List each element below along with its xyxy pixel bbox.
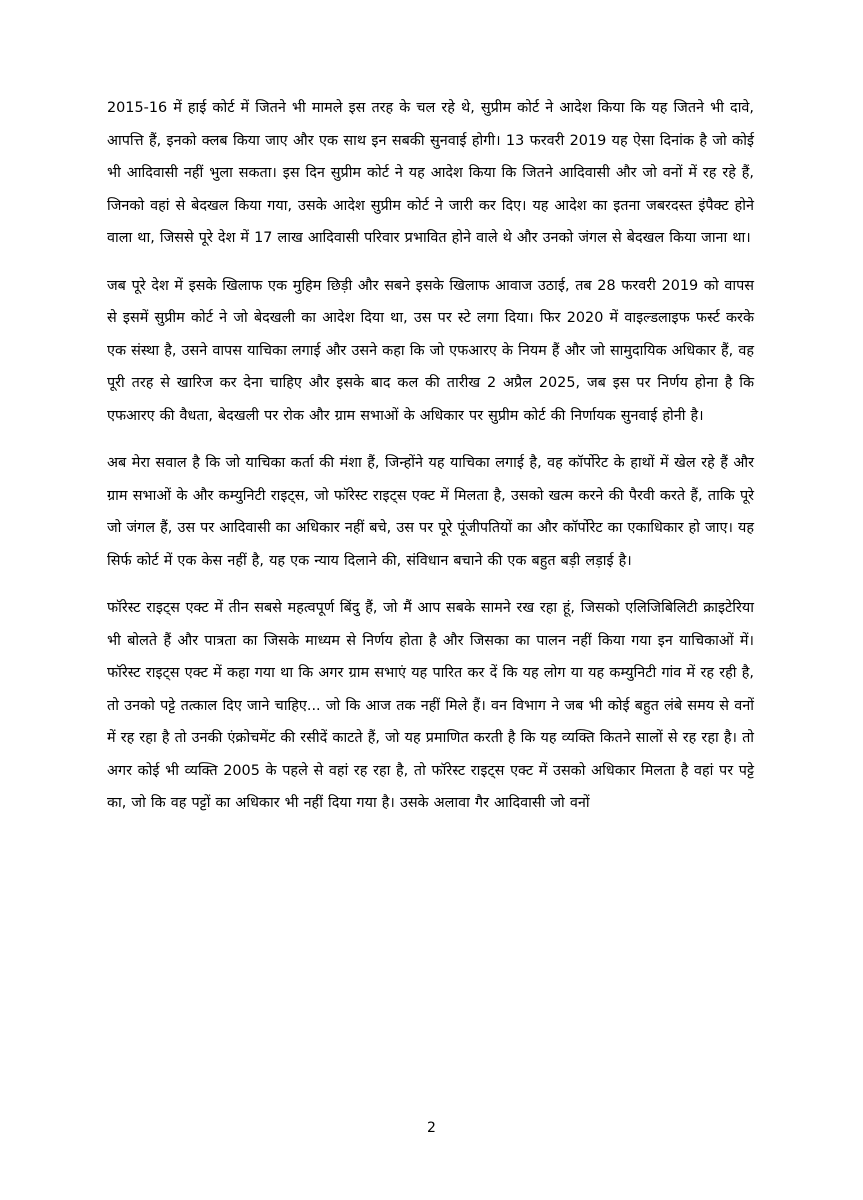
page-number: 2 [427,1120,436,1136]
paragraph-2: जब पूरे देश में इसके खिलाफ एक मुहिम छिड़ी और सबने इसके खिलाफ आवाज उठाई, तब 28 फरवरी 2019 को वापस से इसमें सुप्रीम कोर्ट ने जो बेदखली का आदेश दिया था, उस पर स्टे लगा दिया। फिर 2020 में वाइल्डलाइफ फर्स्ट करके एक संस्था है, उसने वापस याचिका लगाई और उसने कहा कि जो एफआरए के नियम हैं और जो सामुदायिक अधिकार हैं, वह पूरी तरह से खारिज कर देना चाहिए और इसके बाद कल की तारीख 2 अप्रैल 2025, जब इस पर निर्णय होना है कि एफआरए की वैधता, बेदखली पर रोक और ग्राम सभाओं के अधिकार पर सुप्रीम कोर्ट की निर्णायक सुनवाई होनी है। [107,277,754,424]
paragraph-3: अब मेरा सवाल है कि जो याचिका कर्ता की मंशा हैं, जिन्होंने यह याचिका लगाई है, वह कॉर्पोरेट के हाथों में खेल रहे हैं और ग्राम सभाओं के और कम्युनिटी राइट्स, जो फॉरेस्ट राइट्स एक्ट में मिलता है, उसको खत्म करने की पैरवी करते हैं, ताकि पूरे जो जंगल हैं, उस पर आदिवासी का अधिकार नहीं बचे, उस पर पूरे पूंजीपतियों का और कॉर्पोरेट का एकाधिकार हो जाए। यह सिर्फ कोर्ट में एक केस नहीं है, यह एक न्याय दिलाने की, संविधान बचाने की एक बहुत बड़ी लड़ाई है। [107,455,754,569]
paragraph-1: 2015-16 में हाई कोर्ट में जितने भी मामले इस तरह के चल रहे थे, सुप्रीम कोर्ट ने आदेश किया कि यह जितने भी दावे, आपत्ति हैं, इनको क्लब किया जाए और एक साथ इन सबकी सुनवाई होगी। 13 फरवरी 2019 यह ऐसा दिनांक है जो कोई भी आदिवासी नहीं भुला सकता। इस दिन सुप्रीम कोर्ट ने यह आदेश किया कि जितने आदिवासी और जो वनों में रह रहे हैं, जिनको वहां से बेदखल किया गया, उसके आदेश सुप्रीम कोर्ट ने जारी कर दिए। यह आदेश का इतना जबरदस्त इंपैक्ट होने वाला था, जिससे पूरे देश में 17 लाख आदिवासी परिवार प्रभावित होने वाले थे और उनको जंगल से बेदखल किया जाना था। [107,100,754,246]
paragraph-4: फॉरेस्ट राइट्स एक्ट में तीन सबसे महत्वपूर्ण बिंदु हैं, जो मैं आप सबके सामने रख रहा हूं, जिसको एलिजिबिलिटी क्राइटेरिया भी बोलते हैं और पात्रता का जिसके माध्यम से निर्णय होता है और जिसका का पालन नहीं किया गया इन याचिकाओं में। फॉरेस्ट राइट्स एक्ट में कहा गया था कि अगर ग्राम सभाएं यह पारित कर दें कि यह लोग या यह कम्युनिटी गांव में रह रही है, तो उनको पट्टे तत्काल दिए जाने चाहिए... जो कि आज तक नहीं मिले हैं। वन विभाग ने जब भी कोई बहुत लंबे समय से वनों में रह रहा है तो उनकी एंक्रोचमेंट की रसीदें काटते हैं, जो यह प्रमाणित करती है कि यह व्यक्ति कितने सालों से रह रहा है। तो अगर कोई भी व्यक्ति 2005 के पहले से वहां रह रहा है, तो फॉरेस्ट राइट्स एक्ट में उसको अधिकार मिलता है वहां पर पट्टे का, जो कि वह पट्टों का अधिकार भी नहीं दिया गया है। उसके अलावा गैर आदिवासी जो वनों [107,600,754,811]
